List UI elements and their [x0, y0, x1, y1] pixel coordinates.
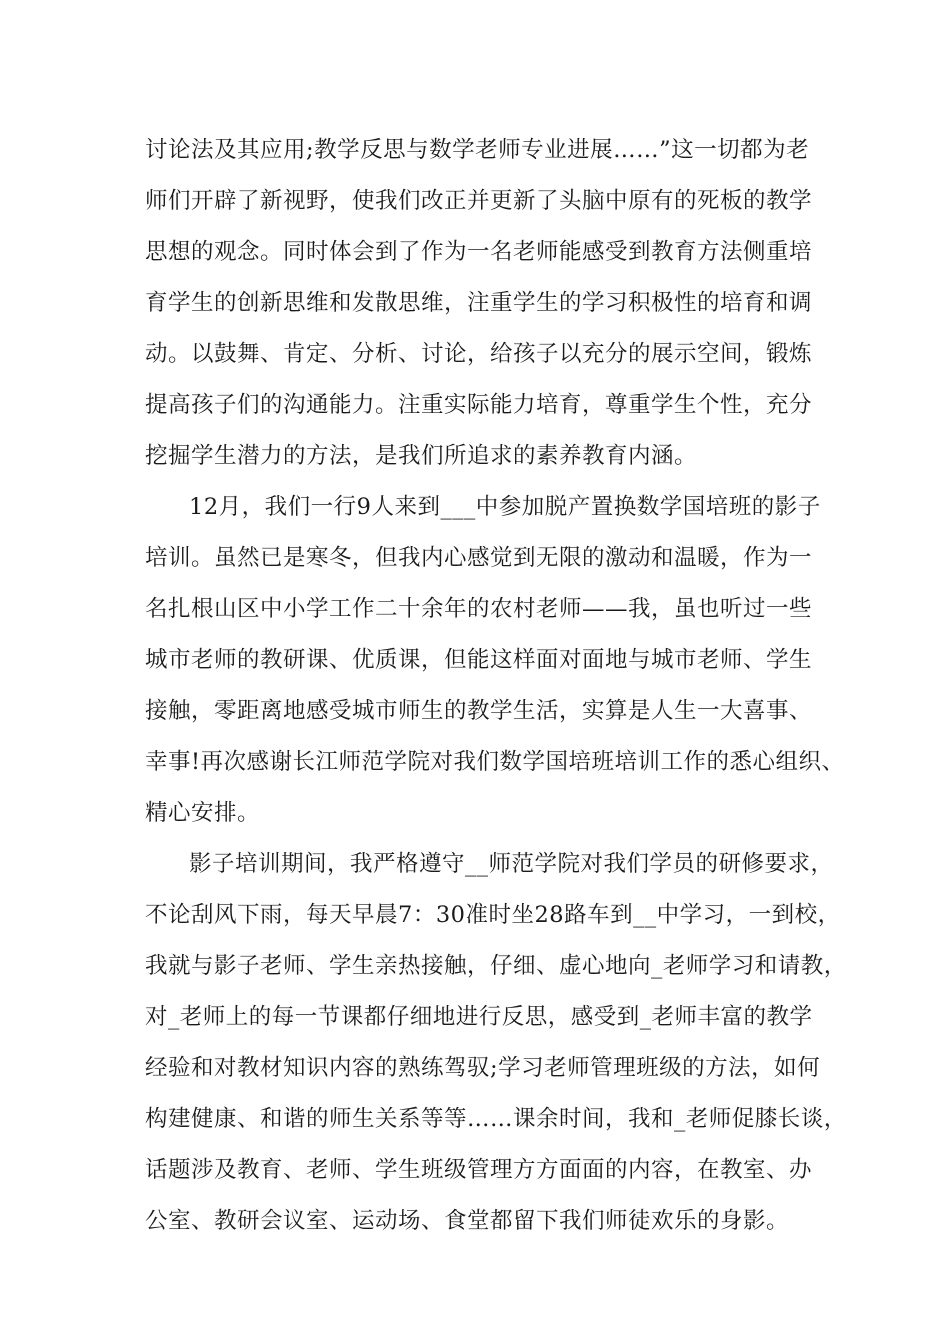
text-line: 提高孩子们的沟通能力。注重实际能力培育，尊重学生个性，充分 [145, 392, 813, 418]
text-line: 思想的观念。同时体会到了作为一名老师能感受到教育方法侧重培 [145, 239, 813, 265]
text-line: 话题涉及教育、老师、学生班级管理方方面面的内容，在教室、办 [145, 1157, 813, 1183]
text-line: 接触，零距离地感受城市师生的教学生活，实算是人生一大喜事、 [145, 698, 813, 724]
text-line: 构建健康、和谐的师生关系等等……课余时间，我和_老师促膝长谈， [145, 1106, 847, 1132]
text-line: 经验和对教材知识内容的熟练驾驭;学习老师管理班级的方法，如何 [145, 1055, 821, 1081]
text-line: 动。以鼓舞、肯定、分析、讨论，给孩子以充分的展示空间，锻炼 [145, 341, 813, 367]
text-line: 对_老师上的每一节课都仔细地进行反思，感受到_老师丰富的教学 [145, 1004, 813, 1030]
text-line: 培训。虽然已是寒冬，但我内心感觉到无限的激动和温暖，作为一 [145, 545, 813, 571]
text-line: 城市老师的教研课、优质课，但能这样面对面地与城市老师、学生 [145, 647, 813, 673]
text-line: 影子培训期间，我严格遵守__师范学院对我们学员的研修要求， [189, 851, 834, 877]
text-line: 师们开辟了新视野，使我们改正并更新了头脑中原有的死板的教学 [145, 188, 813, 214]
text-line: 幸事!再次感谢长江师范学院对我们数学国培班培训工作的悉心组织、 [145, 749, 845, 775]
text-line: 不论刮风下雨，每天早晨7：30准时坐28路车到__中学习，一到校， [145, 902, 841, 928]
text-line: 挖掘学生潜力的方法，是我们所追求的素养教育内涵。 [145, 443, 698, 469]
text-line: 育学生的创新思维和发散思维，注重学生的学习积极性的培育和调 [145, 290, 813, 316]
text-line: 公室、教研会议室、运动场、食堂都留下我们师徒欢乐的身影。 [145, 1208, 790, 1234]
text-line: 我就与影子老师、学生亲热接触，仔细、虚心地向_老师学习和请教， [145, 953, 847, 979]
text-line: 名扎根山区中小学工作二十余年的农村老师——我，虽也听过一些 [145, 596, 813, 622]
text-line: 精心安排。 [145, 800, 261, 826]
text-line: 12月，我们一行9人来到___中参加脱产置换数学国培班的影子 [189, 494, 821, 520]
text-line: 讨论法及其应用;教学反思与数学老师专业进展……”这一切都为老 [145, 137, 810, 163]
